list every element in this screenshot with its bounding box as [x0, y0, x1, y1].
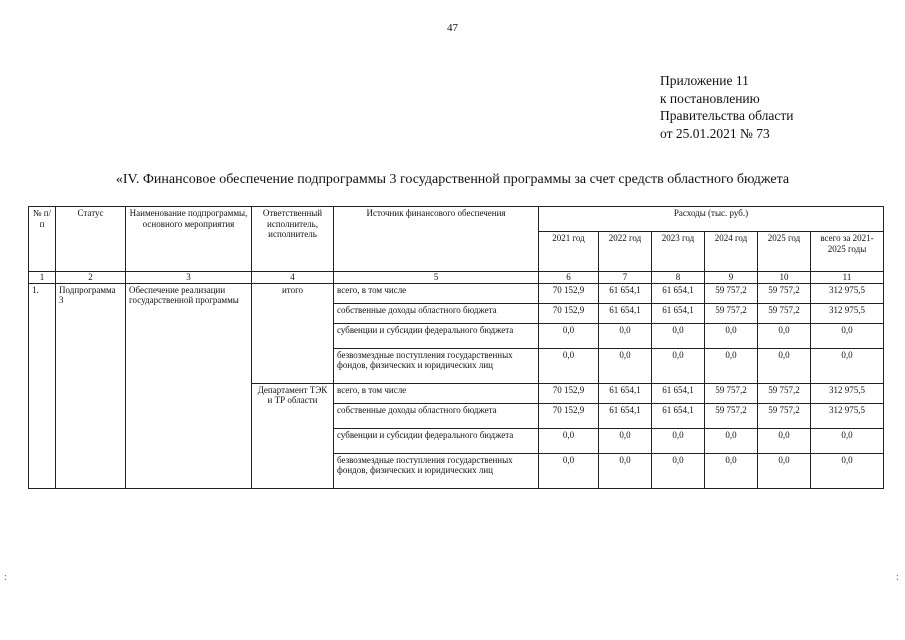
header-col-status: Статус — [56, 207, 126, 272]
column-number: 3 — [126, 272, 252, 284]
scan-margin-mark: : — [4, 572, 7, 583]
column-number: 5 — [334, 272, 539, 284]
value-cell: 312 975,5 — [811, 303, 884, 323]
column-number: 10 — [758, 272, 811, 284]
column-number: 11 — [811, 272, 884, 284]
value-cell: 61 654,1 — [599, 383, 652, 403]
header-col-executor: Ответственный исполнитель, исполнитель — [252, 207, 334, 272]
value-cell: 0,0 — [758, 428, 811, 453]
value-cell: 0,0 — [599, 348, 652, 383]
row-source: субвенции и субсидии федерального бюджета — [334, 428, 539, 453]
header-year: 2023 год — [652, 232, 705, 272]
row-name: Обеспечение реализации государственной программы — [126, 283, 252, 488]
row-number: 1. — [29, 283, 56, 488]
value-cell: 0,0 — [652, 453, 705, 488]
page-number: 47 — [447, 22, 458, 34]
value-cell: 312 975,5 — [811, 383, 884, 403]
column-number: 8 — [652, 272, 705, 284]
value-cell: 0,0 — [705, 348, 758, 383]
value-cell: 0,0 — [705, 428, 758, 453]
column-numbers-row — [29, 272, 884, 284]
header-col-source: Источник финансового обеспечения — [334, 207, 539, 272]
value-cell: 312 975,5 — [811, 403, 884, 428]
value-cell: 0,0 — [539, 323, 599, 348]
document-title: «IV. Финансовое обеспечение подпрограммы 3 государственной программы за счет средств областного бюджета — [115, 172, 790, 187]
row-source: собственные доходы областного бюджета — [334, 403, 539, 428]
value-cell: 0,0 — [652, 428, 705, 453]
header-year: 2024 год — [705, 232, 758, 272]
appendix-line-2: к постановлению — [660, 90, 760, 106]
appendix-line-3: Правительства области — [660, 108, 794, 123]
column-number: 6 — [539, 272, 599, 284]
value-cell: 0,0 — [599, 323, 652, 348]
row-source: безвозмездные поступления государственных фондов, физических и юридических лиц — [334, 348, 539, 383]
value-cell: 59 757,2 — [705, 303, 758, 323]
value-cell: 61 654,1 — [599, 403, 652, 428]
row-source: всего, в том числе — [334, 283, 539, 303]
row-executor: итого — [252, 283, 334, 383]
value-cell: 59 757,2 — [758, 283, 811, 303]
value-cell: 59 757,2 — [758, 403, 811, 428]
value-cell: 0,0 — [758, 348, 811, 383]
value-cell: 0,0 — [539, 453, 599, 488]
value-cell: 70 152,9 — [539, 303, 599, 323]
header-year: 2025 год — [758, 232, 811, 272]
header-col-no: № п/п — [29, 207, 56, 272]
value-cell: 61 654,1 — [652, 383, 705, 403]
column-number: 7 — [599, 272, 652, 284]
value-cell: 0,0 — [539, 348, 599, 383]
header-col-name: Наименование подпрограммы, основного мероприятия — [126, 207, 252, 272]
column-number: 9 — [705, 272, 758, 284]
value-cell: 61 654,1 — [599, 283, 652, 303]
value-cell: 0,0 — [811, 428, 884, 453]
column-number: 2 — [56, 272, 126, 284]
scan-margin-mark: : — [896, 572, 899, 583]
value-cell: 312 975,5 — [811, 283, 884, 303]
value-cell: 61 654,1 — [652, 403, 705, 428]
column-number: 1 — [29, 272, 56, 284]
value-cell: 61 654,1 — [652, 303, 705, 323]
row-source: субвенции и субсидии федерального бюджета — [334, 323, 539, 348]
header-col-expenses: Расходы (тыс. руб.) — [539, 207, 884, 232]
value-cell: 0,0 — [758, 453, 811, 488]
value-cell: 59 757,2 — [758, 303, 811, 323]
value-cell: 0,0 — [705, 323, 758, 348]
value-cell: 0,0 — [811, 453, 884, 488]
value-cell: 59 757,2 — [705, 403, 758, 428]
value-cell: 70 152,9 — [539, 283, 599, 303]
value-cell: 0,0 — [652, 323, 705, 348]
row-status: Подпрограмма 3 — [56, 283, 126, 488]
value-cell: 0,0 — [758, 323, 811, 348]
value-cell: 0,0 — [811, 348, 884, 383]
column-number: 4 — [252, 272, 334, 284]
value-cell: 61 654,1 — [599, 303, 652, 323]
table-row — [29, 283, 884, 303]
value-cell: 0,0 — [705, 453, 758, 488]
appendix-line-1: Приложение 11 — [660, 73, 749, 88]
appendix-block — [660, 72, 793, 142]
value-cell: 0,0 — [539, 428, 599, 453]
value-cell: 0,0 — [599, 428, 652, 453]
financing-table — [28, 206, 884, 489]
appendix-line-4: от 25.01.2021 № 73 — [660, 125, 770, 141]
value-cell: 59 757,2 — [758, 383, 811, 403]
value-cell: 70 152,9 — [539, 403, 599, 428]
header-year: 2022 год — [599, 232, 652, 272]
header-row — [29, 207, 884, 232]
value-cell: 0,0 — [652, 348, 705, 383]
value-cell: 59 757,2 — [705, 283, 758, 303]
row-executor: Департамент ТЭК и ТР области — [252, 383, 334, 488]
value-cell: 61 654,1 — [652, 283, 705, 303]
header-year: 2021 год — [539, 232, 599, 272]
value-cell: 59 757,2 — [705, 383, 758, 403]
value-cell: 70 152,9 — [539, 383, 599, 403]
value-cell: 0,0 — [599, 453, 652, 488]
row-source: безвозмездные поступления государственных фондов, физических и юридических лиц — [334, 453, 539, 488]
header-year-total: всего за 2021-2025 годы — [811, 232, 884, 272]
row-source: всего, в том числе — [334, 383, 539, 403]
value-cell: 0,0 — [811, 323, 884, 348]
row-source: собственные доходы областного бюджета — [334, 303, 539, 323]
